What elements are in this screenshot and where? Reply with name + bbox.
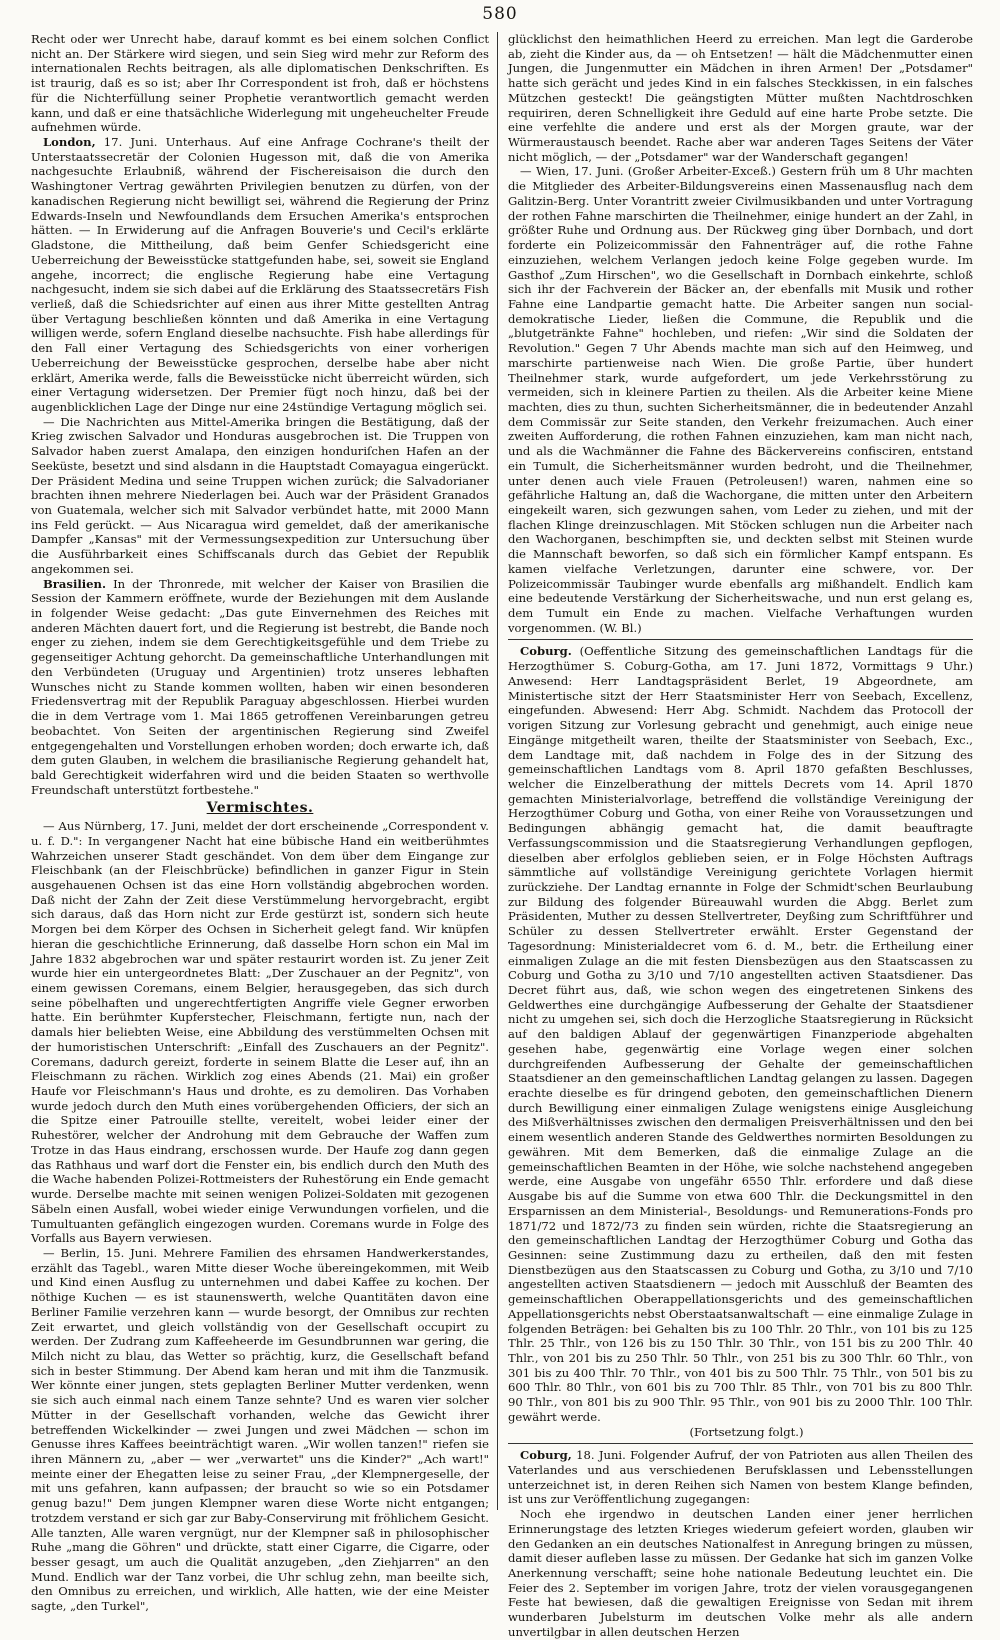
article-paragraph: — Die Nachrichten aus Mittel-Amerika bringen die Bestätigung, daß der Krieg zwischen Salvador und Honduras ausgebrochen ist. Die Truppen von Salvador haben zuerst Amalapa, den einzigen honduriſchen Hafen an der Seeküste, besetzt und sind alsdann in die Hauptstadt Comayagua eingerückt. Der Präsident Medina und seine Truppen wichen zurück; die Salvadorianer brachten ihnen mehrere Niederlagen bei. Auch war der Präsident Granados von Guatemala, welcher sich mit Salvador verbündet hatte, mit 2000 Mann ins Feld gerückt. — Aus Nicaragua wird gemeldet, daß der amerikanische Dampfer „Kansas" mit der Vermessungsexpedition zur Untersuchung über die Ausführbarkeit eines Schiffscanals durch das Gebiet der Republik angekommen sei. (31, 414, 489, 576)
right-column (508, 32, 973, 1639)
article-wien: — Wien, 17. Juni. (Großer Arbeiter-Exceß.) Gestern früh um 8 Uhr machten die Mitglieder des Arbeiter-Bildungsvereins einen Massenausflug nach dem Galitzin-Berg. Unter Vorantritt zweier Civilmusikbanden und unter Vortragung der rothen Fahne marschirten die Theilnehmer, einige hundert an der Zahl, in größter Ruhe und Ordnung aus. Der Rückweg ging über Dornbach, und dort forderte ein Polizeicommissär den Fahnenträger auf, die rothe Fahne einzuziehen, welchem Verlangen jedoch keine Folge gegeben wurde. Im Gasthof „Zum Hirschen", wo die Gesellschaft in Dornbach einkehrte, schloß sich ihr der Fachverein der Bäcker an, der ebenfalls mit Musik und rother Fahne eine Landpartie gemacht hatte. Die Arbeiter sangen nun social-demokratische Lieder, ließen die Commune, die Republik und die „blutgetränkte Fahne" hochleben, und riefen: „Wir sind die Soldaten der Revolution." Gegen 7 Uhr Abends machte man sich auf den Heimweg, und marschirte partienweise nach Wien. Die große Partie, über hundert Theilnehmer stark, wurde aufgefordert, um jede Verkehrsstörung zu vermeiden, sich in kleinere Partien zu theilen. Als die Arbeiter keine Miene machten, dies zu thun, suchten Sicherheitsmänner, die in bedeutender Anzahl dem Commissär zur Seite standen, den Verkehr freizumachen. Auch einer zweiten Aufforderung, die rothen Fahnen einzuziehen, kam man nicht nach, und als die Wachmänner die Fahne des Bäckervereins confisciren, entstand ein Tumult, die Sicherheitsmänner wurden bedroht, und die Theilnehmer, unter denen auch viele Frauen (Petroleusen!) waren, nahmen eine so gefährliche Haltung an, daß die Wachorgane, die mitten unter den Arbeitern eingekeilt waren, sich gezwungen sahen, vom Leder zu ziehen, und mit der flachen Klinge dreinzuschlagen. Mit Stöcken schlugen nun die Arbeiter nach den Wachorganen, beschimpften sie, und deckten selbst mit Steinen wurde die Mannschaft beworfen, so daß sich ein förmlicher Kampf entspann. Es kamen vielfache Verletzungen, darunter eine schwere, vor. Der Polizeicommissär Taubinger wurde ebenfalls arg mißhandelt. Endlich kam eine bedeutende Verstärkung der Sicherheitswache, und nun erst gelang es, dem Tumult ein Ende zu machen. Vielfache Verhaftungen wurden vorgenommen. (W. Bl.) (508, 164, 973, 635)
article-body: 17. Juni. Unterhaus. Auf eine Anfrage Cochrane's theilt der Unterstaatssecretär der Colonien Hugesson mit, daß die von Amerika nachgesuchte Erlaubniß, während der Fischereisaison die durch den Washingtoner Vertrag gewährten Privilegien benutzen zu dürfen, von der kanadischen Regierung nicht bewilligt sei, während die Regierung der Prinz Edwards-Inseln und Newfoundlands dem Ersuchen Amerika's entsprochen hätten. — In Erwiderung auf die Anfragen Bouverie's und Cecil's erklärte Gladstone, die Mittheilung, daß beim Genfer Schiedsgericht eine Ueberreichung der Beweisstücke stattgefunden habe, sei, soweit sie England angehe, incorrect; die englische Regierung habe eine Vertagung nachgesucht, indem sie sich dabei auf die Erklärung des Staatssecretärs Fish verließ, daß die Schiedsrichter auf einen aus ihrer Mitte gestellten Antrag über Vertagung beschließen könnten und daß Amerika in eine Vertagung willigen werde, sofern England dieselbe nachsuchte. Fish habe allerdings für den Fall einer Vertagung des Schiedsgerichts von einer vorherigen Ueberreichung der Beweisstücke gesprochen, derselbe habe aber nicht erklärt, Amerika werde, falls die Beweisstücke nicht überreicht würden, sich einer Vertagung widersetzen. Der Premier fügt noch hinzu, daß bei der augenblicklichen Lage der Dinge nur eine 24stündige Vertagung möglich sei. (31, 135, 489, 414)
continuation-note: (Fortsetzung folgt.) (689, 1424, 804, 1439)
section-heading-text: Vermischtes. (206, 800, 314, 817)
dateline: Brasilien. (43, 576, 107, 591)
article-body: In der Thronrede, mit welcher der Kaiser von Brasilien die Session der Kammern eröffnete, wurde der Beziehungen mit dem Auslande in folgender Weise gedacht: „Das gute Einvernehmen des Reiches mit anderen Mächten dauert fort, und die Regierung ist bestrebt, die Bande noch enger zu ziehen, indem sie dem Gerechtigkeitsgefühle und dem Triebe zu gegenseitiger Achtung gehorcht. Da gemeinschaftliche Unterhandlungen mit den Verbündeten (Uruguay und Argentinien) trotz unseres lebhaften Wunsches nicht zu Stande kommen wollten, haben wir einen besonderen Friedensvertrag mit der Republik Paraguay abgeschlossen. Hierbei wurden die in dem Vertrage vom 1. Mai 1865 getroffenen Vereinbarungen getreu beobachtet. Von Seiten der argentinischen Regierung sind Zweifel entgegengehalten und Vorstellungen erhoben worden; doch erwarte ich, daß dem guten Glauben, in welchem die brasilianische Regierung gehandelt hat, bald Gerechtigkeit widerfahren wird und die beiden Staaten so werthvolle Freundschaft unterstützt fortbestehe." (31, 576, 489, 797)
separator-rule (508, 639, 973, 640)
article-body: (Oeffentliche Sitzung des gemeinschaftlichen Landtags für die Herzogthümer S. Coburg-Gotha, am 17. Juni 1872, Vormittags 9 Uhr.) Anwesend: Herr Landtagspräsident Berlet, 19 Abgeordnete, am Ministertische sitzt der Herr Staatsminister Herr von Seebach, Excellenz, eingefunden. Abwesend: Herr Abg. Schmidt. Nachdem das Protocoll der vorigen Sitzung zur Vorlesung gebracht und genehmigt, auch einige neue Eingänge mitgetheilt waren, theilte der Staatsminister von Seebach, Exc., dem Landtage mit, daß nachdem in Folge des in der Sitzung des gemeinschaftlichen Landtags vom 8. April 1870 gefaßten Beschlusses, welcher die Einzelberathung der mittels Decrets vom 14. April 1870 gemachten Ministerialvorlage, betreffend die vollständige Vereinigung der Herzogthümer Coburg und Gotha, von einer Reihe von Voraussetzungen und Bedingungen abhängig gemacht hat, die damit beauftragte Verfassungscommission und die Staatsregierung Verhandlungen gepflogen, dieselben aber erfolglos geblieben seien, er in Folge Höchsten Auftrags sämmtliche auf vollständige Vereinigung gerichtete Vorlagen hiermit zurückziehe. Der Landtag ernannte in Folge der Schmidt'schen Beurlaubung zur Bildung des folgender Büreauwahl wurden die Abgg. Berlet zum Präsidenten, Muther zu dessen Stellvertreter, Deyßing zum Schriftführer und Schüler zu dessen Stellvertreter erwählt. Erster Gegenstand der Tagesordnung: Ministerialdecret vom 6. d. M., betr. die Ertheilung einer einmaligen Zulage an die mit festen Diensbezügen aus den Staatscassen zu Coburg und Gotha zu 3/10 und 7/10 angestellten activen Staatsdiener. Das Decret führt aus, daß, wie schon wegen des eingetretenen Sinkens des Geldwerthes eine durchgängige Aufbesserung der Gehalte der Staatsdiener nicht zu umgehen sei, sich doch die Herzogliche Staatsregierung in Rücksicht auf den baldigen Ablauf der gegenwärtigen Finanzperiode abgehalten gesehen habe, gegenwärtig eine Vorlage wegen einer solchen durchgreifenden Aufbesserung der Gehalte der gemeinschaftlichen Staatsdiener an den gemeinschaftlichen Landtag gelangen zu lassen. Dagegen erachte dieselbe es für dringend geboten, den gemeinschaftlichen Dienern durch Bewilligung einer einmaligen Zulage wenigstens einige Ausgleichung des Mißverhältnisses zwischen den dermaligen Preisverhältnissen und den bei einem wesentlich anderen Stande des Geldwerthes normirten Besoldungen zu gewähren. Mit dem Bemerken, daß die einmalige Zulage an die gemeinschaftlichen Beamten in der Höhe, wie solche nachstehend angegeben werde, eine Ausgabe von ungefähr 6550 Thlr. erfordere und daß diese Ausgabe bis auf die Summe von etwa 600 Thlr. die Deckungsmittel in den Ersparnissen an dem Ministerial-, Besoldungs- und Remunerations-Fonds pro 1871/72 und 1872/73 zu finden sein würden, richte die Staatsregierung an den gemeinschaftlichen Landtag der Herzogthümer Coburg und Gotha das Gesinnen: seine Zustimmung dazu zu ertheilen, daß den mit festen Dienstbezügen aus den Staatscassen zu Coburg und Gotha, zu 3/10 und 7/10 angestellten activen Staatsdienern — jedoch mit Ausschluß der Beamten des gemeinschaftlichen Oberappellationsgerichts und des gemeinschaftlichen Appellationsgerichts nebst Oberstaatsanwaltschaft — eine einmalige Zulage in folgenden Beträgen: bei Gehalten bis zu 100 Thlr. 20 Thlr., von 101 bis zu 125 Thlr. 25 Thlr., von 126 bis zu 150 Thlr. 30 Thlr., von 151 bis zu 200 Thlr. 40 Thlr., von 201 bis zu 250 Thlr. 50 Thlr., von 251 bis zu 300 Thlr. 60 Thlr., von 301 bis zu 400 Thlr. 70 Thlr., von 401 bis zu 500 Thlr. 75 Thlr., von 501 bis zu 600 Thlr. 80 Thlr., von 601 bis zu 700 Thlr. 85 Thlr., von 701 bis zu 800 Thlr. 90 Thlr., von 801 bis zu 900 Thlr. 95 Thlr., von 901 bis zu 2000 Thlr. 100 Thlr. gewährt werde. (508, 644, 973, 1424)
article-paragraph: Noch ehe irgendwo in deutschen Landen einer jener herrlichen Erinnerungstage des letzten Krieges wiederum gefeiert worden, glauben wir den Gedanken an ein deutsches Nationalfest in Anregung bringen zu müssen, damit dieser aufleben lasse zu müssen. Der Gedanke hat sich im ganzen Volke Anerkennung verschafft; seine hohe nationale Bedeutung leuchtet ein. Die Feier des 2. September im vorigen Jahre, trotz der vielen vorausgegangenen Feste hat bewiesen, daß die gewaltigen Ereignisse von Sedan mit ihrem wunderbaren Jubelsturm im deutschen Volke mehr als alle andern unvertilgbar in allen deutschen Herzen (508, 1507, 973, 1639)
left-column (31, 32, 489, 1614)
article-paragraph: glücklichst den heimathlichen Heerd zu erreichen. Man legt die Garderobe ab, zieht die Kinder aus, da — oh Entsetzen! — hält die Mädchenmutter einen Jungen, die Jungenmutter ein Mädchen in ihren Armen! Der „Potsdamer" hatte sich gerächt und jedes Kind in ein falsches Steckkissen, in ein falsches Mützchen gesteckt! Die geängstigten Mütter mußten Nachtdroschken requiriren, deren Schnelligkeit ihre Geduld auf eine harte Probe setzte. Die eine verfehlte die andere und erst als der Morgen graute, war der Würmeraustausch beendet. Rache aber war anderen Tages Seitens der Väter nicht möglich, — der „Potsdamer" war der Wanderschaft gegangen! (508, 32, 973, 164)
column-divider (497, 32, 498, 1510)
article-coburg-sitzung (508, 644, 973, 1424)
article-berlin: — Berlin, 15. Juni. Mehrere Familien des ehrsamen Handwerkerstandes, erzählt das Tagebl., waren Mitte dieser Woche übereingekommen, mit Weib und Kind einen Ausflug zu unternehmen und dabei Kaffee zu kochen. Der nöthige Kuchen — es ist staunenswerth, welche Quantitäten davon eine Berliner Familie verzehren kann — wurde besorgt, der Omnibus zur rechten Zeit erwartet, und gleich vollständig von der Gesellschaft occupirt zu werden. Der Zudrang zum Kaffeeheerde im Gesundbrunnen war gering, die Milch nicht zu blau, das Wetter so prächtig, kurz, die Gesellschaft befand sich in bester Stimmung. Der Abend kam heran und mit ihm die Tanzmusik. Wer könnte einer jungen, stets geplagten Berliner Mutter verdenken, wenn sie sich auch einmal nach einem Tanze sehnte? Und es waren vier solcher Mütter in der Gesellschaft vorhanden, welche das Gewicht ihrer betreffenden Wickelkinder — zwei Jungen und zwei Mädchen — schon im Genusse ihres Kaffees beeinträchtigt waren. „Wir wollen tanzen!" riefen sie ihren Männern zu, „aber — wer „verwartet" uns die Kinder?" „Ach wart!" meinte einer der Ehegatten leise zu seiner Frau, „der Klempnergeselle, der mit uns gefahren, kann aufpassen; der braucht so wie so ein Potsdamer genug bazu!" Dem jungen Klempner waren diese Worte nicht entgangen; trotzdem verstand er sich gar zur Baby-Conservirung mit fröhlichem Gesicht. Alle tanzten, Alle waren vergnügt, nur der Klempner saß in philosophischer Ruhe „mang die Göhren" und drückte, statt einer Cigarre, die Cigarre, oder besser gesagt, um auch die Qualität anzugeben, „den Ziehjarren" an den Mund. Endlich war der Tanz vorbei, die Uhr schlug zehn, man beeilte sich, den Omnibus zu erreichen, und wirklich, Alle hatten, wie der eine Meister sagte, „den Turkel", (31, 1245, 489, 1614)
dateline: Coburg, (520, 1448, 572, 1463)
page-number: 580 (482, 4, 518, 24)
article-body: 18. Juni. Folgender Aufruf, der von Patrioten aus allen Theilen des Vaterlandes und aus verschiedenen Berufsklassen und Lebensstellungen unterzeichnet ist, in deren Reihen sich Namen von bestem Klange befinden, ist uns zur Veröffentlichung zugegangen: (508, 1448, 973, 1507)
dateline: London, (43, 135, 96, 150)
separator-rule (508, 1443, 973, 1444)
article-coburg-aufruf (508, 1448, 973, 1507)
article-nuernberg: — Aus Nürnberg, 17. Juni, meldet der dort erscheinende „Correspondent v. u. f. D.": In vergangener Nacht hat eine bübische Hand ein weitberühmtes Wahrzeichen unserer Stadt geschändet. Von dem über dem Eingange zur Fleischbank (an der Fleischbrücke) befindlichen in ganzer Figur in Stein ausgehauenen Ochsen ist das eine Horn vollständig abgebrochen worden. Daß nicht der Zahn der Zeit diese Verstümmelung hervorgebracht, ergibt sich daraus, daß das Horn nicht zur Erde gestürzt ist, sondern sich heute Morgen bei dem Körper des Ochsen in Sicherheit gelegt fand. Wir knüpfen hieran die geschichtliche Erinnerung, daß dasselbe Horn schon ein Mal im Jahre 1832 abgebrochen war und später restaurirt worden ist. Zu jener Zeit wurde hier ein untergeordnetes Blatt: „Der Zuschauer an der Pegnitz", von einem gewissen Coremans, einem Belgier, herausgegeben, das sich durch seine pöbelhaften und ungerechtfertigten Angriffe viele Gegner erworben hatte. Ein berühmter Kupferstecher, Fleischmann, fertigte nun, nach der damals hier beliebten Weise, eine Abbildung des verstümmelten Ochsen mit der humoristischen Unterschrift: „Einfall des Zuschauers an der Pegnitz". Coremans, dadurch gereizt, forderte in seinem Blatte die Leser auf, ihn an Fleischmann zu rächen. Wirklich zog eines Abends (21. Mai) ein großer Haufe vor Fleischmann's Haus und drohte, es zu demoliren. Das Vorhaben wurde jedoch durch den Muth eines vorübergehenden Officiers, der sich an die Spitze einer Patrouille stellte, vereitelt, wobei leider einer der Ruhestörer, welcher der Androhung mit dem Gebrauche der Waffen zum Trotze in das Haus eindrang, erschossen wurde. Der Haufe zog dann gegen das Rathhaus und warf dort die Fenster ein, bis endlich durch den Muth des die Wache habenden Polizei-Rottmeisters der Ruhestörung ein Ende gemacht wurde. Derselbe machte mit seinen wenigen Polizei-Soldaten mit gezogenen Säbeln einen Ausfall, wobei wieder einige Verwundungen vorfielen, und die Tumultuanten gefänglich eingezogen wurden. Coremans wurde in Folge des Vorfalls aus Bayern verwiesen. (31, 819, 489, 1246)
article-london (31, 135, 489, 415)
section-heading (31, 801, 489, 816)
dateline: Coburg. (520, 644, 572, 659)
article-paragraph: Recht oder wer Unrecht habe, darauf kommt es bei einem solchen Conflict nicht an. Der Stärkere wird siegen, und sein Sieg wird mehr zur Reform des internationalen Rechts beitragen, als alle diplomatischen Denkschriften. Es ist traurig, daß es so ist; aber Ihr Correspondent ist froh, daß er höchstens für die Nichterfüllung seiner Prophetie verantwortlich gemacht werden kann, und daß er eine thatsächliche Widerlegung mit ungeheuchelter Freude aufnehmen würde. (31, 32, 489, 135)
article-brasilien (31, 577, 489, 798)
